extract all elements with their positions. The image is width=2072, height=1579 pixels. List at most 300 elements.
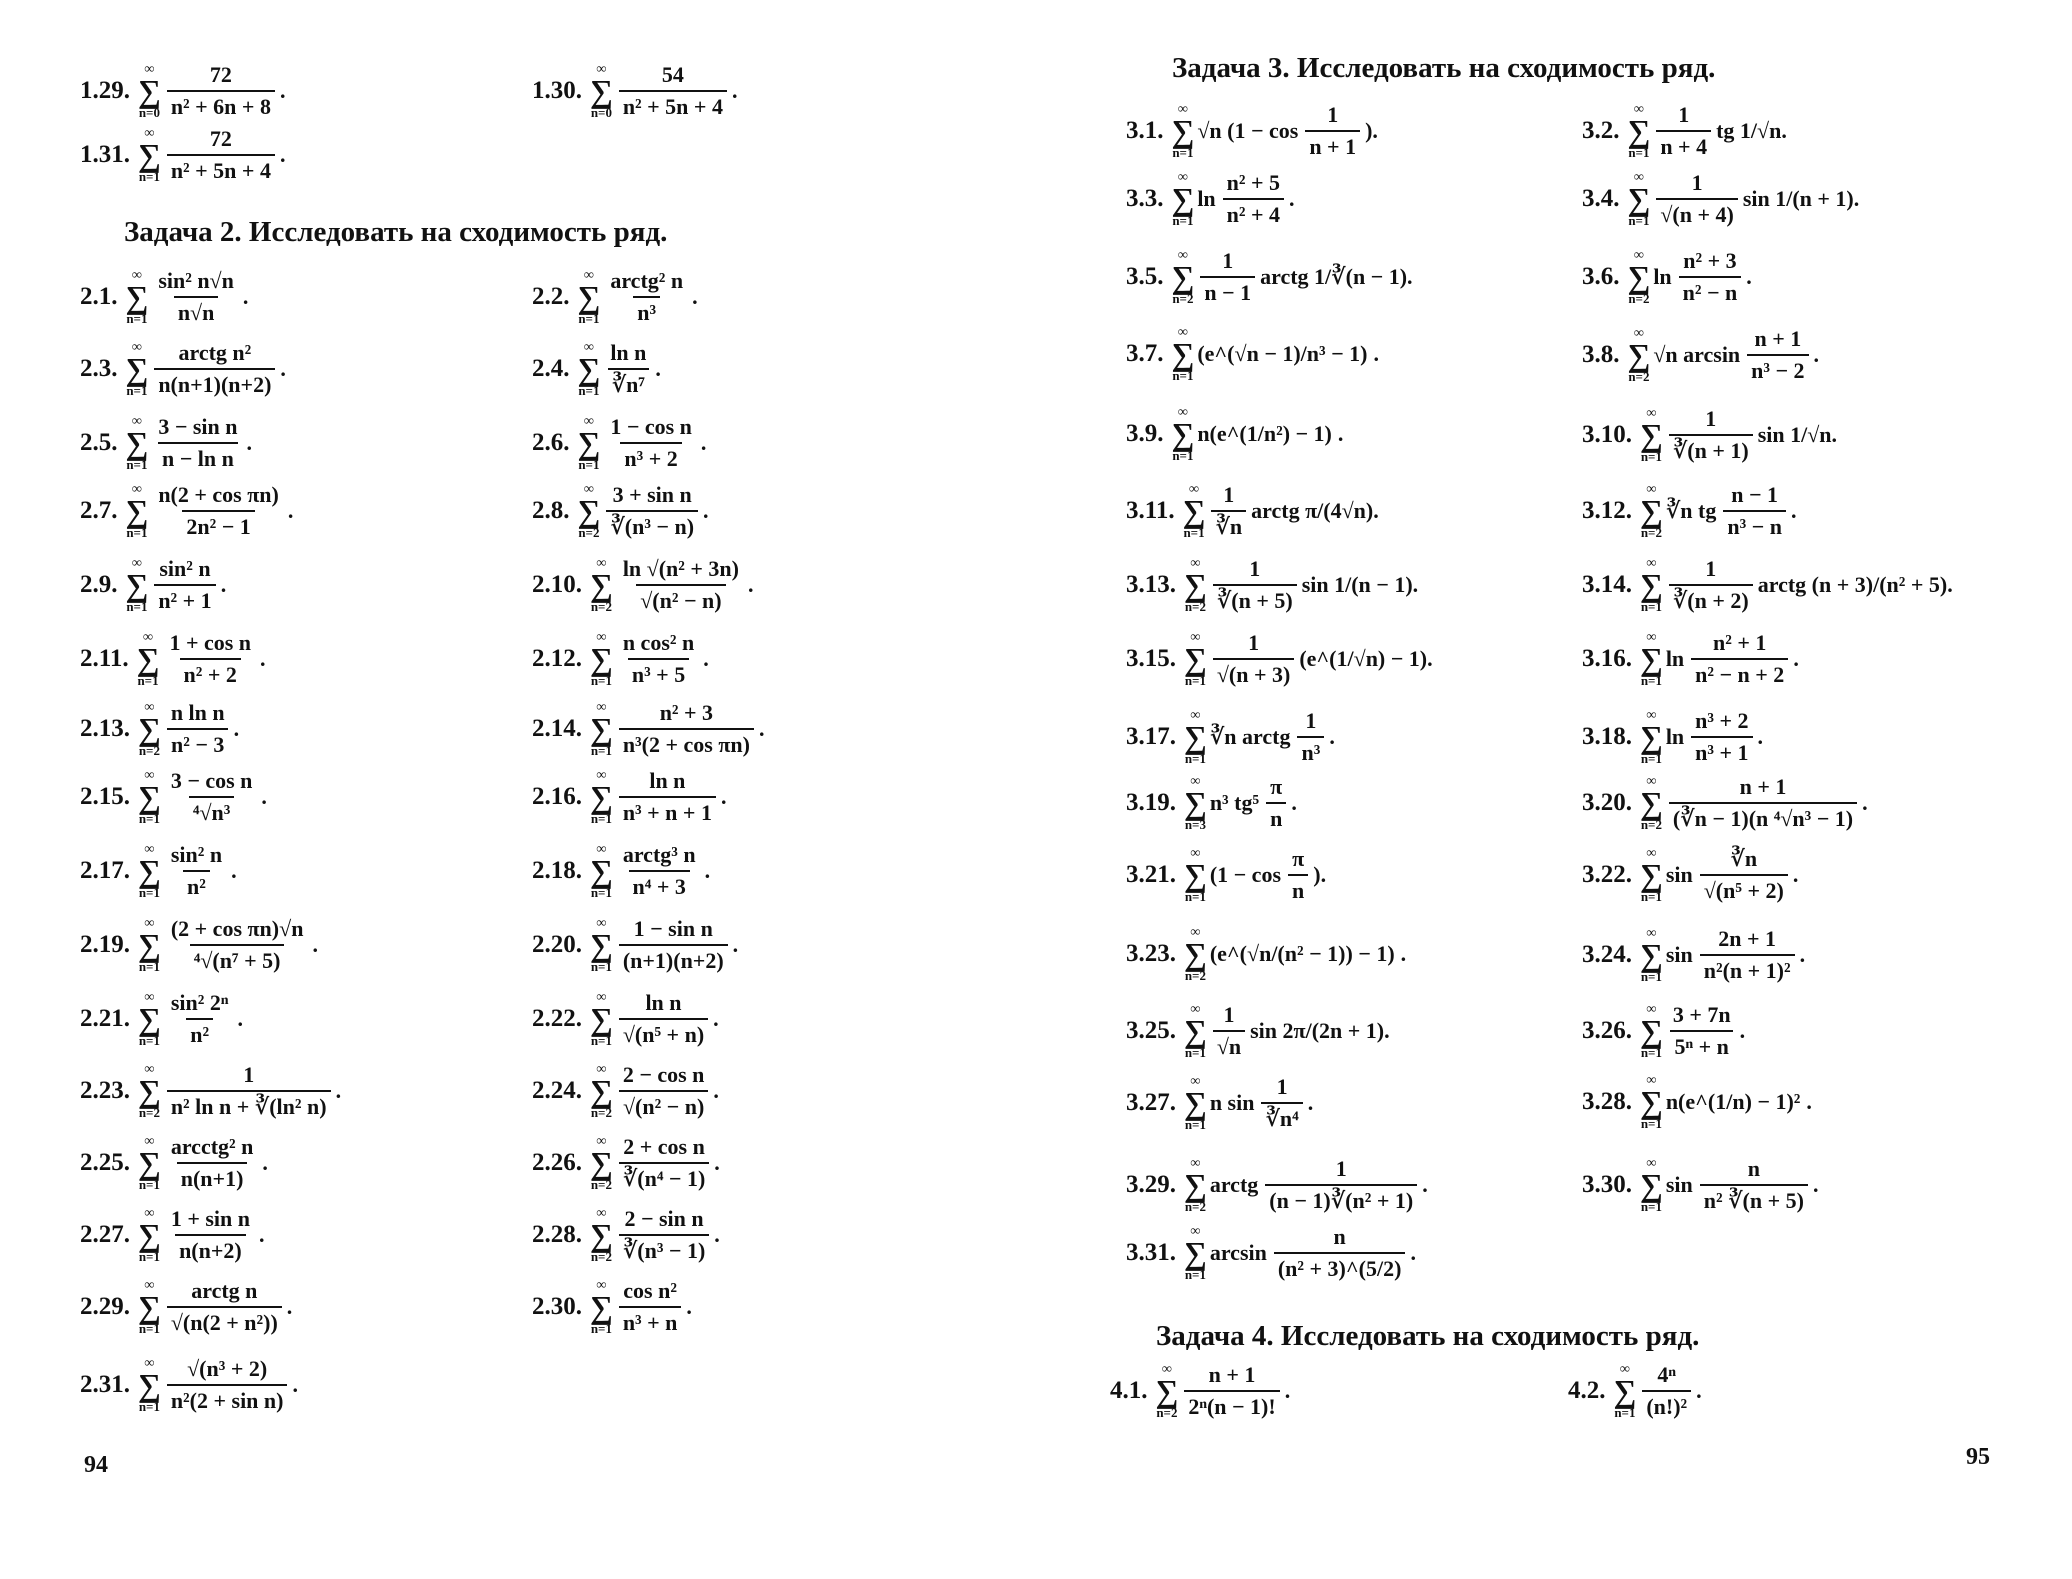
summation-symbol <box>590 1279 613 1335</box>
sum-upper-limit: ∞ <box>1646 846 1657 862</box>
sum-upper-limit: ∞ <box>1646 1002 1657 1018</box>
summation-symbol <box>138 127 161 183</box>
problem-number: 3.15. <box>1126 645 1176 672</box>
fraction <box>606 340 650 398</box>
summation-symbol <box>126 269 149 325</box>
problem-number: 2.25. <box>80 1149 130 1176</box>
problem-number: 3.8. <box>1582 341 1620 368</box>
sigma-icon: ∑ <box>590 853 613 890</box>
problem-number: 2.30. <box>532 1293 582 1320</box>
sigma-icon: ∑ <box>1627 113 1651 150</box>
denominator: n² + 4 <box>1223 198 1284 228</box>
numerator: n + 1 <box>1754 326 1802 351</box>
series-problem <box>80 556 226 614</box>
term-prefix: ∛n tg <box>1665 498 1717 523</box>
sigma-icon: ∑ <box>577 425 601 462</box>
numerator: n + 1 <box>1739 774 1787 799</box>
summation-symbol <box>1640 483 1663 539</box>
summation-symbol <box>126 483 149 539</box>
denominator: √n <box>1213 1030 1245 1060</box>
sigma-icon: ∑ <box>1155 1373 1179 1410</box>
sigma-icon: ∑ <box>125 567 149 604</box>
sigma-icon: ∑ <box>1640 1013 1663 1050</box>
numerator: 1 <box>1276 1074 1288 1099</box>
fraction <box>167 1206 254 1264</box>
numerator: sin² n <box>170 842 223 867</box>
denominator: (n² + 3)^(5/2) <box>1274 1252 1406 1282</box>
denominator: n² ∛(n + 5) <box>1700 1184 1808 1214</box>
sum-upper-limit: ∞ <box>596 630 607 646</box>
sum-lower-limit: n=1 <box>590 810 612 826</box>
sum-upper-limit: ∞ <box>143 630 154 646</box>
series-problem <box>80 768 267 826</box>
denominator: √(n + 4) <box>1656 198 1738 228</box>
term-suffix: . <box>1792 862 1799 887</box>
fraction <box>154 414 241 472</box>
summation-symbol <box>1172 171 1195 227</box>
fraction <box>619 630 698 688</box>
summation-symbol <box>138 991 161 1047</box>
summation-symbol <box>138 1135 161 1191</box>
sigma-icon: ∑ <box>138 73 161 110</box>
sum-lower-limit: n=2 <box>590 1104 612 1120</box>
sum-lower-limit: n=1 <box>126 524 148 540</box>
series-problem <box>80 630 266 688</box>
sum-upper-limit: ∞ <box>1190 1156 1201 1172</box>
denominator: n² − n <box>1679 276 1742 306</box>
fraction <box>619 1206 709 1264</box>
summation-symbol <box>138 769 161 825</box>
sum-lower-limit: n=1 <box>126 382 148 398</box>
term-suffix: . <box>335 1078 342 1103</box>
series-problem <box>1582 846 1798 904</box>
problem-number: 2.15. <box>80 783 130 810</box>
term-suffix: . <box>246 430 252 455</box>
sum-upper-limit: ∞ <box>1190 556 1201 572</box>
sum-lower-limit: n=1 <box>1172 447 1194 463</box>
sum-upper-limit: ∞ <box>583 268 594 284</box>
sum-upper-limit: ∞ <box>131 340 142 356</box>
series-problem <box>532 630 709 688</box>
series-problem <box>1126 556 1418 614</box>
numerator: 1 + sin n <box>170 1206 250 1231</box>
denominator: ∛(n + 1) <box>1669 434 1753 464</box>
term-suffix: . <box>1373 340 1379 366</box>
term-prefix: ∛n arctg <box>1209 724 1291 749</box>
sigma-icon: ∑ <box>125 279 149 316</box>
fraction <box>1266 774 1286 832</box>
numerator: arctg² n <box>610 268 684 293</box>
denominator: n(n+1) <box>177 1162 248 1192</box>
summation-symbol <box>1184 926 1207 982</box>
fraction <box>1669 556 1753 614</box>
denominator: (n+1)(n+2) <box>619 944 728 974</box>
problem-number: 3.5. <box>1126 263 1164 290</box>
sum-upper-limit: ∞ <box>144 1278 155 1294</box>
sum-lower-limit: n=1 <box>138 168 160 184</box>
series-problem <box>1582 1156 1818 1214</box>
denominator: n³ − n <box>1723 510 1786 540</box>
sum-upper-limit: ∞ <box>1177 325 1188 340</box>
series-problem <box>1126 1002 1390 1060</box>
fraction <box>606 268 687 326</box>
sigma-icon: ∑ <box>1171 259 1195 296</box>
sigma-icon: ∑ <box>1184 1235 1207 1272</box>
sum-upper-limit: ∞ <box>1177 170 1188 186</box>
sum-lower-limit: n=1 <box>1628 144 1650 160</box>
term-suffix: . <box>758 716 765 741</box>
numerator: ln n <box>610 340 647 365</box>
numerator: ln n <box>649 768 686 793</box>
problem-number: 2.21. <box>80 1005 130 1032</box>
fraction <box>619 1278 682 1336</box>
sigma-icon: ∑ <box>1171 113 1195 150</box>
term-suffix: . <box>1806 1088 1812 1114</box>
numerator: 1 − sin n <box>633 916 713 941</box>
numerator: 1 <box>1222 248 1234 273</box>
term-suffix: . <box>713 1006 719 1031</box>
sum-upper-limit: ∞ <box>131 268 142 284</box>
fraction <box>1297 708 1324 766</box>
series-problem <box>80 1134 268 1192</box>
numerator: 1 <box>1691 170 1703 195</box>
denominator: n <box>1288 874 1308 904</box>
summation-symbol <box>138 1357 161 1413</box>
denominator: ∛(n³ − n) <box>606 510 698 540</box>
term-suffix: . <box>1793 646 1799 671</box>
sum-lower-limit: n=1 <box>590 1032 612 1048</box>
fraction <box>154 340 275 398</box>
sigma-icon: ∑ <box>138 1001 161 1038</box>
summation-symbol <box>1640 1157 1663 1213</box>
sum-lower-limit: n=2 <box>590 1176 612 1192</box>
sigma-icon: ∑ <box>1627 337 1651 374</box>
denominator: n <box>1266 802 1286 832</box>
problem-number: 3.28. <box>1582 1087 1632 1115</box>
sigma-icon: ∑ <box>1613 1373 1637 1410</box>
sum-upper-limit: ∞ <box>1646 1073 1657 1088</box>
problem-number: 3.11. <box>1126 497 1175 524</box>
numerator: n ln n <box>170 700 225 725</box>
sum-lower-limit: n=1 <box>578 382 600 398</box>
series-problem <box>1126 774 1297 832</box>
sigma-icon: ∑ <box>577 279 601 316</box>
sigma-icon: ∑ <box>125 493 149 530</box>
numerator: 3 + sin n <box>612 482 692 507</box>
sigma-icon: ∑ <box>1640 1167 1663 1204</box>
sigma-icon: ∑ <box>138 1289 161 1326</box>
sigma-icon: ∑ <box>1640 567 1663 604</box>
series-problem <box>1126 1224 1416 1282</box>
summation-symbol <box>138 701 161 757</box>
sum-lower-limit: n=1 <box>1640 888 1662 904</box>
numerator: n <box>1333 1224 1346 1249</box>
summation-symbol <box>590 1207 613 1263</box>
summation-symbol <box>1156 1363 1179 1419</box>
sum-lower-limit: n=2 <box>1628 290 1650 306</box>
denominator: n³(2 + cos πn) <box>619 728 754 758</box>
summation-symbol <box>1184 1157 1207 1213</box>
term-suffix: . <box>287 498 294 523</box>
term-prefix: (1 − cos <box>1209 862 1282 887</box>
series-problem <box>80 1206 265 1264</box>
sum-lower-limit: n=1 <box>138 1398 160 1414</box>
denominator: n√n <box>174 296 219 326</box>
sum-upper-limit: ∞ <box>144 126 155 142</box>
numerator: 2n + 1 <box>1718 926 1777 951</box>
denominator: ∛n <box>1211 510 1246 540</box>
task-3-heading: Задача 3. Исследовать на сходимость ряд. <box>1172 52 1716 84</box>
fraction <box>1261 1074 1302 1132</box>
term-prefix: ln <box>1653 264 1672 289</box>
fraction <box>167 916 308 974</box>
sum-upper-limit: ∞ <box>144 1206 155 1222</box>
problem-number: 4.2. <box>1568 1377 1606 1404</box>
sigma-icon: ∑ <box>590 641 613 678</box>
denominator: n − ln n <box>158 442 238 472</box>
fraction <box>619 916 728 974</box>
term-suffix: sin 1/√n. <box>1757 422 1838 447</box>
denominator: n²(n + 1)² <box>1700 954 1795 984</box>
numerator: n <box>1747 1156 1760 1181</box>
summation-symbol <box>126 415 149 471</box>
sigma-icon: ∑ <box>1640 641 1663 678</box>
term-suffix: ). <box>1365 118 1378 143</box>
numerator: n² + 3 <box>659 700 714 725</box>
numerator: arctg³ n <box>622 842 696 867</box>
sum-lower-limit: n=1 <box>138 1248 160 1264</box>
problem-number: 2.28. <box>532 1221 582 1248</box>
sum-upper-limit: ∞ <box>1190 630 1201 646</box>
term-suffix: . <box>286 1294 293 1319</box>
fraction <box>1213 630 1295 688</box>
problem-number: 2.22. <box>532 1005 582 1032</box>
sigma-icon: ∑ <box>138 927 161 964</box>
term-suffix: . <box>1813 342 1820 367</box>
denominator: n² + 2 <box>180 658 241 688</box>
summation-symbol <box>137 631 160 687</box>
summation-symbol <box>1183 483 1206 539</box>
term-prefix: sin <box>1665 862 1693 887</box>
fraction <box>619 556 743 614</box>
summation-symbol <box>590 769 613 825</box>
series-problem <box>1582 406 1837 464</box>
sum-lower-limit: n=1 <box>590 742 612 758</box>
term-suffix: . <box>704 858 711 883</box>
numerator: ∛n <box>1730 846 1758 871</box>
numerator: n + 1 <box>1208 1362 1256 1387</box>
summation-symbol <box>1640 1003 1663 1059</box>
series-problem <box>1126 406 1343 462</box>
fraction <box>1700 1156 1808 1214</box>
numerator: 72 <box>209 126 232 151</box>
series-problem <box>1582 774 1868 832</box>
summation-symbol <box>138 1063 161 1119</box>
problem-number: 2.4. <box>532 355 570 382</box>
numerator: sin² 2ⁿ <box>170 990 229 1015</box>
series-problem <box>1582 1002 1745 1060</box>
sum-lower-limit: n=2 <box>590 1248 612 1264</box>
term-prefix: (e^(√n − 1)/n³ − 1) <box>1197 340 1368 366</box>
sum-upper-limit: ∞ <box>1177 248 1188 264</box>
denominator: ⁴√n³ <box>189 796 235 826</box>
sigma-icon: ∑ <box>1640 937 1663 974</box>
series-problem <box>1582 170 1859 228</box>
denominator: n + 1 <box>1305 130 1360 160</box>
problem-number: 2.20. <box>532 931 582 958</box>
sum-upper-limit: ∞ <box>144 62 155 78</box>
series-problem <box>1126 102 1378 160</box>
sigma-icon: ∑ <box>138 1145 161 1182</box>
problem-number: 2.7. <box>80 497 118 524</box>
summation-symbol <box>1184 1075 1207 1131</box>
fraction <box>167 1278 282 1336</box>
numerator: 1 <box>1305 708 1317 733</box>
summation-symbol <box>1184 709 1207 765</box>
sum-upper-limit: ∞ <box>131 482 142 498</box>
series-problem <box>532 1278 692 1336</box>
fraction <box>619 700 754 758</box>
sigma-icon: ∑ <box>1640 1084 1663 1120</box>
numerator: cos n² <box>623 1278 677 1303</box>
sum-upper-limit: ∞ <box>144 916 155 932</box>
numerator: n cos² n <box>622 630 695 655</box>
series-problem <box>532 556 754 614</box>
summation-symbol <box>138 63 161 119</box>
series-problem <box>532 768 726 826</box>
denominator: n² + 5n + 4 <box>619 90 727 120</box>
sum-upper-limit: ∞ <box>1633 248 1644 264</box>
fraction <box>167 990 233 1048</box>
summation-symbol <box>1184 847 1207 903</box>
summation-symbol <box>590 63 613 119</box>
sigma-icon: ∑ <box>136 641 160 678</box>
term-prefix: (e^(√n/(n² − 1)) − 1) <box>1209 940 1395 966</box>
series-problem <box>1126 846 1326 904</box>
series-problem <box>80 1062 341 1120</box>
sigma-icon: ∑ <box>1184 857 1207 894</box>
sum-lower-limit: n=1 <box>1183 524 1205 540</box>
sum-lower-limit: n=1 <box>138 884 160 900</box>
sigma-icon: ∑ <box>1640 719 1663 756</box>
sum-upper-limit: ∞ <box>1190 846 1201 862</box>
term-prefix: n(e^(1/n) − 1)² <box>1665 1088 1801 1114</box>
series-problem <box>532 700 764 758</box>
sum-upper-limit: ∞ <box>1177 102 1188 118</box>
summation-symbol <box>590 991 613 1047</box>
sigma-icon: ∑ <box>138 1073 161 1110</box>
series-problem <box>1582 326 1819 384</box>
fraction <box>1656 102 1711 160</box>
term-suffix: . <box>731 78 738 103</box>
sigma-icon: ∑ <box>138 853 161 890</box>
numerator: 3 − cos n <box>170 768 253 793</box>
term-prefix: n(e^(1/n²) − 1) <box>1197 420 1332 446</box>
term-suffix: . <box>732 932 739 957</box>
term-suffix: . <box>261 784 267 809</box>
series-problem <box>1582 926 1805 984</box>
term-suffix: . <box>1790 498 1797 523</box>
problem-number: 2.19. <box>80 931 130 958</box>
term-suffix: . <box>703 498 709 523</box>
fraction <box>167 1062 331 1120</box>
summation-symbol <box>1184 1003 1207 1059</box>
fraction <box>167 126 275 184</box>
denominator: n² − n + 2 <box>1691 658 1788 688</box>
sum-upper-limit: ∞ <box>1190 925 1201 940</box>
fraction <box>1274 1224 1406 1282</box>
series-problem <box>1110 1362 1290 1420</box>
summation-symbol <box>1640 631 1663 687</box>
summation-symbol <box>126 341 149 397</box>
fraction <box>619 1062 709 1120</box>
sum-upper-limit: ∞ <box>144 768 155 784</box>
numerator: 72 <box>209 62 232 87</box>
sigma-icon: ∑ <box>1184 567 1207 604</box>
sum-upper-limit: ∞ <box>144 700 155 716</box>
problem-number: 3.24. <box>1582 941 1632 968</box>
denominator: n³ <box>633 296 660 326</box>
series-problem <box>80 990 243 1048</box>
denominator: (n!)² <box>1642 1390 1691 1420</box>
summation-symbol <box>590 557 613 613</box>
problem-number: 3.19. <box>1126 789 1176 816</box>
problem-number: 3.23. <box>1126 939 1176 967</box>
numerator: √(n³ + 2) <box>187 1356 268 1381</box>
sum-lower-limit: n=0 <box>590 104 612 120</box>
denominator: n³ − 2 <box>1747 354 1808 384</box>
series-problem <box>1582 1074 1812 1130</box>
sum-lower-limit: n=2 <box>1172 290 1194 306</box>
summation-symbol <box>590 631 613 687</box>
summation-symbol <box>138 843 161 899</box>
fraction <box>154 556 215 614</box>
fraction <box>1213 556 1297 614</box>
problem-number: 2.26. <box>532 1149 582 1176</box>
problem-number: 3.27. <box>1126 1089 1176 1116</box>
sum-lower-limit: n=1 <box>578 310 600 326</box>
sum-upper-limit: ∞ <box>1646 630 1657 646</box>
term-suffix: . <box>720 784 727 809</box>
summation-symbol <box>1184 557 1207 613</box>
sum-upper-limit: ∞ <box>1646 406 1657 422</box>
problem-number: 2.23. <box>80 1077 130 1104</box>
series-problem <box>1126 630 1433 688</box>
term-suffix: . <box>1757 724 1764 749</box>
denominator: n³ + 1 <box>1691 736 1752 766</box>
problem-number: 2.13. <box>80 715 130 742</box>
denominator: √(n² − n) <box>636 584 725 614</box>
series-problem <box>80 1356 298 1414</box>
denominator: n³ + 5 <box>628 658 689 688</box>
sum-upper-limit: ∞ <box>1190 1074 1201 1090</box>
term-suffix: . <box>686 1294 692 1319</box>
sigma-icon: ∑ <box>590 1001 613 1038</box>
denominator: n² + 6n + 8 <box>167 90 275 120</box>
sigma-icon: ∑ <box>138 1217 161 1254</box>
term-suffix: . <box>1329 724 1335 749</box>
problem-number: 3.7. <box>1126 339 1164 367</box>
numerator: 54 <box>661 62 684 87</box>
summation-symbol <box>1640 709 1663 765</box>
term-suffix: sin 1/(n − 1). <box>1301 572 1419 597</box>
sum-upper-limit: ∞ <box>1646 556 1657 572</box>
fraction <box>1700 926 1795 984</box>
numerator: 1 <box>1248 630 1260 655</box>
problem-number: 3.4. <box>1582 185 1620 212</box>
denominator: ∛n⁴ <box>1261 1102 1302 1132</box>
series-problem <box>1126 326 1379 382</box>
